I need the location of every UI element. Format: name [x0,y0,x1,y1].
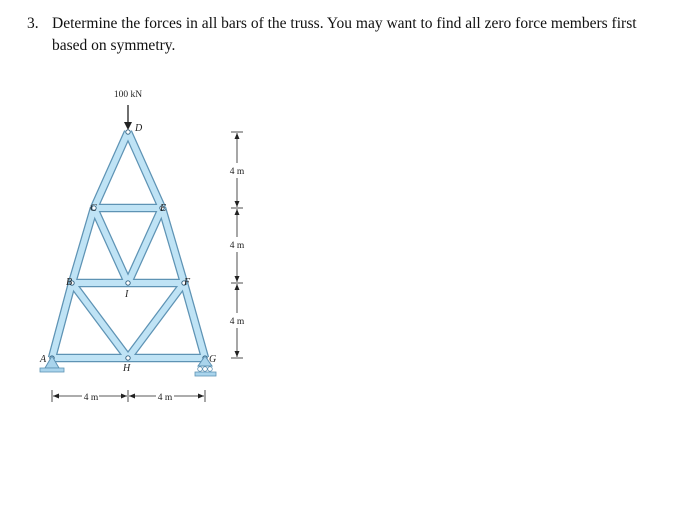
member-ef [162,208,184,283]
joint-label-h: H [123,363,131,374]
joint-label-g: G [209,354,217,365]
joint-label-d: D [135,123,143,134]
joint-label-b: B [66,277,73,288]
height-dim-label-2: 4 m [229,241,245,251]
height-dim-label-1: 4 m [229,167,245,177]
truss-members [52,132,205,358]
width-dim-label-2: 4 m [157,393,173,403]
pin-i-icon [126,281,130,285]
member-fg [184,283,205,358]
problem-text: Determine the forces in all bars of the truss. You may want to find all zero force members first based on symmetry. [52,15,637,54]
load-arrow-icon [124,105,132,130]
member-ci [94,208,128,283]
member-de [128,132,162,208]
pin-h-icon [126,356,130,360]
joint-label-c: C [90,203,97,214]
member-cd [94,132,128,208]
height-dim-label-3: 4 m [229,317,245,327]
pin-d-icon [126,130,130,134]
joint-pins [50,130,207,360]
joint-label-i: I [125,289,129,300]
load-label: 100 kN [113,90,143,100]
member-ab [52,283,72,358]
member-ie [128,208,162,283]
member-hf [128,283,184,358]
joint-label-f: F [184,277,191,288]
width-dim-label-1: 4 m [83,393,99,403]
joint-label-e: E [160,203,167,214]
member-bc [72,208,94,283]
member-bh [72,283,128,358]
width-dimension [52,390,205,402]
problem-number: 3. [27,15,39,32]
joint-label-a: A [40,354,47,365]
